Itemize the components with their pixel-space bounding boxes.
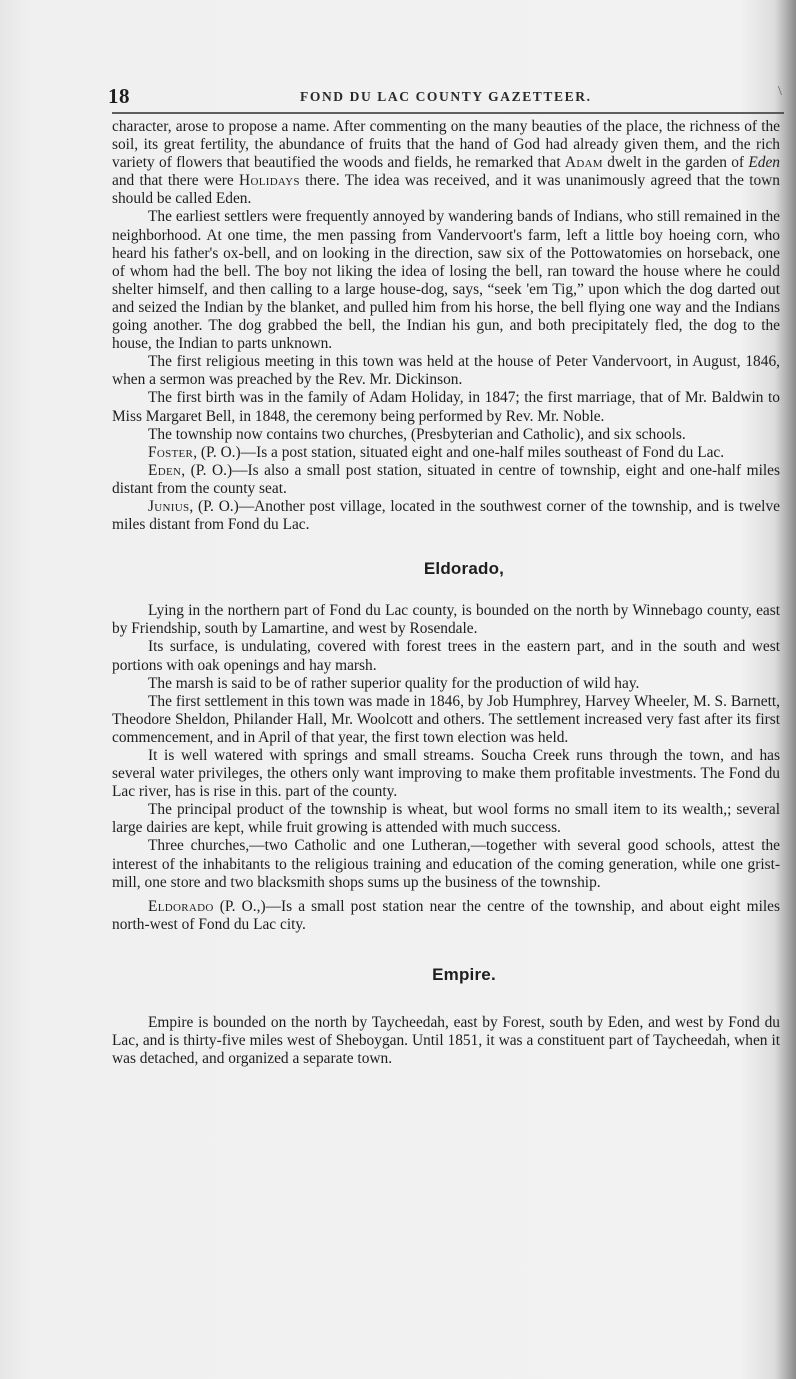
paragraph-first-birth: The first birth was in the family of Adam Holiday, in 1847; the first marriage, that of Mr. Baldwin to Miss Margaret Bell, in 1848, the ceremony being performed by Rev. Mr. Noble. — [112, 389, 780, 425]
running-head: FOND DU LAC COUNTY GAZETTEER. — [300, 89, 592, 104]
paragraph-eden-naming: character, arose to propose a name. After commenting on the many beauties of the place, the richness of the soil, its great fertility, the abundance of fruits that the hand of God had already given them, and the rich variety of flowers that beautified the woods and fields, he remarked that Adam dwelt in the garden of Eden and that there were Holidays there. The idea was received, and it was unanimously agreed that the town should be called Eden. — [112, 118, 780, 208]
post-office-foster: Foster, (P. O.)—Is a post station, situated eight and one-half miles southeast of Fond du Lac. — [148, 443, 725, 461]
paragraph-eldorado-bounds: Lying in the northern part of Fond du Lac county, is bounded on the north by Winnebago county, east by Friendship, south by Lamartine, and west by Rosendale. — [112, 602, 780, 638]
paragraph-eldorado-marsh: The marsh is said to be of rather superior quality for the production of wild hay. — [148, 674, 640, 692]
section-heading-eldorado: Eldorado, — [423, 559, 505, 579]
post-office-eden: Eden, (P. O.)—Is also a small post station, situated in centre of township, eight and one-half miles distant from the county seat. — [112, 461, 780, 497]
paragraph-empire-bounds: Empire is bounded on the north by Taycheedah, east by Forest, south by Eden, and west by Fond du Lac, and is thirty-five miles west of Sheboygan. Until 1851, it was a constituent part of Taycheedah, when it was detached, and organized a separate town. — [112, 1014, 780, 1068]
paragraph-indians: The earliest settlers were frequently annoyed by wandering bands of Indians, who still remained in the neighborhood. At one time, the men passing from Vandervoort's farm, left a little boy hoeing corn, who heard his father's ox-bell, and on looking in the direction, saw six of the Pottowatomies on horseback, one of whom had the bell. The boy not liking the idea of losing the bell, ran toward the house where he could shelter himself, and then calling to a large house-dog, says, “seek 'em Tig,” upon which the dog darted out and seized the Indian by the blanket, and pulled him from his horse, the bell flying one way and the Indians going another. The dog grabbed the bell, the Indian his gun, and both precipitately fled, the dog to the house, the Indian to parts unknown. — [112, 208, 780, 353]
stray-mark: \ — [778, 84, 782, 99]
paragraph-eldorado-settlement: The first settlement in this town was made in 1846, by Job Humphrey, Harvey Wheeler, M. S. Barnett, Theodore Sheldon, Philander Hall, Mr. Woolcott and others. The settlement increased very fast after its first commencement, and in April of that year, the first town election was held. — [112, 692, 780, 746]
post-office-eldorado: Eldorado (P. O.,)—Is a small post station near the centre of the township, and about eight miles north-west of Fond du Lac city. — [112, 897, 780, 933]
paragraph-eldorado-water: It is well watered with springs and small streams. Soucha Creek runs through the town, and has several water privileges, the others only want improving to make them profitable investments. The Fond du Lac river, has is rise in this. part of the county. — [112, 747, 780, 801]
post-office-junius: Junius, (P. O.)—Another post village, located in the southwest corner of the township, and is twelve miles distant from Fond du Lac. — [112, 497, 780, 534]
paragraph-religious-meeting: The first religious meeting in this town was held at the house of Peter Vandervoort, in August, 1846, when a sermon was preached by the Rev. Mr. Dickinson. — [112, 353, 780, 389]
paragraph-eldorado-product: The principal product of the township is wheat, but wool forms no small item to its wealth,; several large dairies are kept, while fruit growing is attended with much success. — [112, 801, 780, 837]
section-heading-empire: Empire. — [432, 964, 496, 984]
paragraph-eldorado-churches: Three churches,—two Catholic and one Lutheran,—together with several good schools, attest the interest of the inhabitants to the religious training and education of the coming generation, while one grist-mill, one store and two blacksmith shops sums up the business of the township. — [112, 837, 780, 891]
page-body — [112, 118, 780, 1068]
paragraph-eldorado-surface: Its surface, is undulating, covered with forest trees in the eastern part, and in the south and west portions with oak openings and hay marsh. — [112, 638, 780, 674]
paragraph-churches: The township now contains two churches, (Presbyterian and Catholic), and six schools. — [148, 425, 686, 443]
page-header — [108, 84, 788, 106]
header-rule — [112, 112, 784, 114]
page-number: 18 — [108, 84, 130, 108]
